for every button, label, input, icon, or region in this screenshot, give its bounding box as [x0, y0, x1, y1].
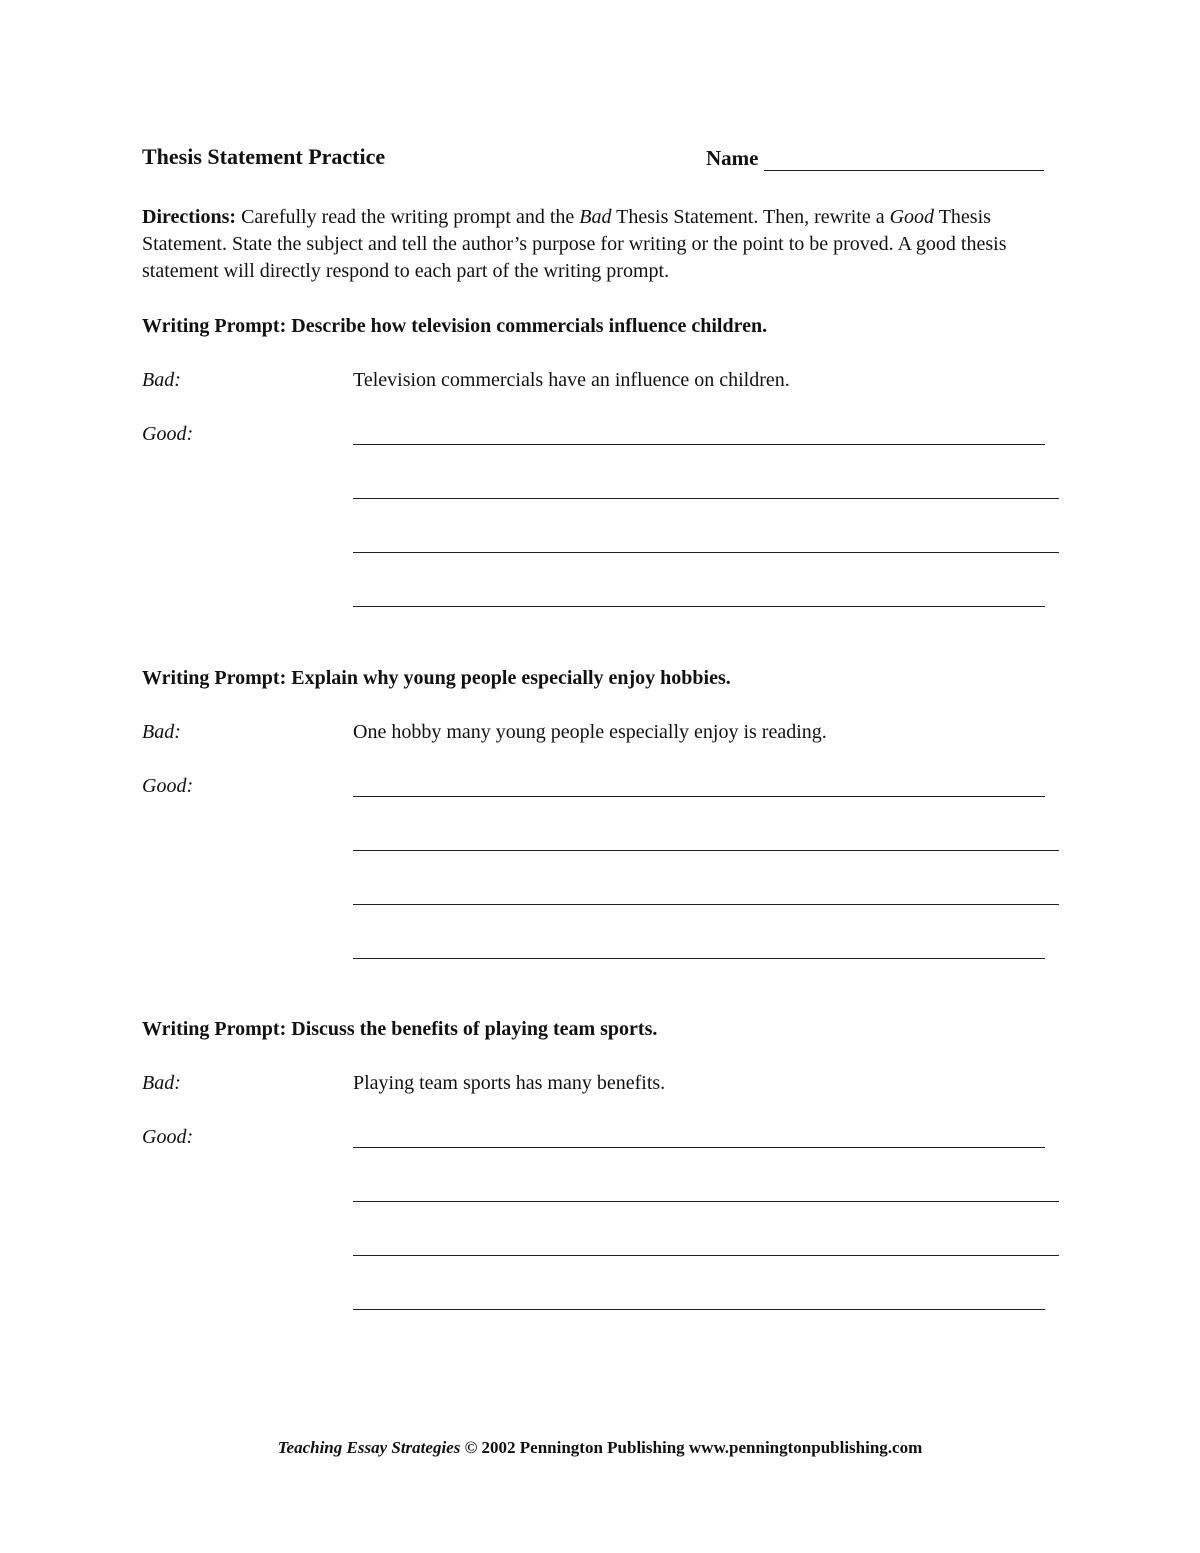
good-label-2: Good: — [142, 775, 194, 797]
answer-line-1-4[interactable] — [353, 606, 1045, 607]
answer-line-2-1[interactable] — [353, 796, 1045, 797]
answer-line-3-1[interactable] — [353, 1147, 1045, 1148]
directions — [142, 204, 1062, 285]
directions-label: Directions: — [142, 206, 237, 228]
good-label-1: Good: — [142, 423, 194, 445]
directions-good-word: Good — [889, 206, 935, 228]
footer — [0, 1438, 1200, 1458]
writing-prompt-3: Writing Prompt: Discuss the benefits of playing team sports. — [142, 1018, 658, 1040]
name-field[interactable] — [706, 146, 1044, 171]
footer-copyright: © 2002 Pennington Publishing www.penningtonpublishing.com — [464, 1438, 923, 1457]
name-input-line[interactable] — [764, 150, 1044, 171]
bad-label-1: Bad: — [142, 369, 181, 391]
answer-line-1-3[interactable] — [353, 552, 1059, 553]
bad-statement-1: Television commercials have an influence on children. — [353, 369, 790, 391]
name-label: Name — [706, 146, 759, 170]
writing-prompt-2: Writing Prompt: Explain why young people especially enjoy hobbies. — [142, 667, 731, 689]
answer-line-1-2[interactable] — [353, 498, 1059, 499]
bad-label-2: Bad: — [142, 721, 181, 743]
footer-book-title: Teaching Essay Strategies — [277, 1438, 461, 1457]
answer-line-2-3[interactable] — [353, 904, 1059, 905]
bad-label-3: Bad: — [142, 1072, 181, 1094]
answer-line-2-4[interactable] — [353, 958, 1045, 959]
page-title: Thesis Statement Practice — [142, 144, 386, 169]
answer-line-3-4[interactable] — [353, 1309, 1045, 1310]
directions-text-3: Thesis Statement. State the subject and tell the author’s purpose for writing or the point to be proved. A good thesis statement will directly respond to each part of the writing prompt. — [142, 206, 1007, 282]
directions-text-1: Carefully read the writing prompt and the — [241, 206, 575, 228]
good-label-3: Good: — [142, 1126, 194, 1148]
answer-line-2-2[interactable] — [353, 850, 1059, 851]
directions-text-2: Thesis Statement. Then, rewrite a — [616, 206, 885, 228]
answer-line-3-2[interactable] — [353, 1201, 1059, 1202]
answer-line-3-3[interactable] — [353, 1255, 1059, 1256]
writing-prompt-1: Writing Prompt: Describe how television commercials influence children. — [142, 315, 768, 337]
answer-line-1-1[interactable] — [353, 444, 1045, 445]
directions-bad-word: Bad — [579, 206, 612, 228]
bad-statement-3: Playing team sports has many benefits. — [353, 1072, 666, 1094]
bad-statement-2: One hobby many young people especially enjoy is reading. — [353, 721, 827, 743]
